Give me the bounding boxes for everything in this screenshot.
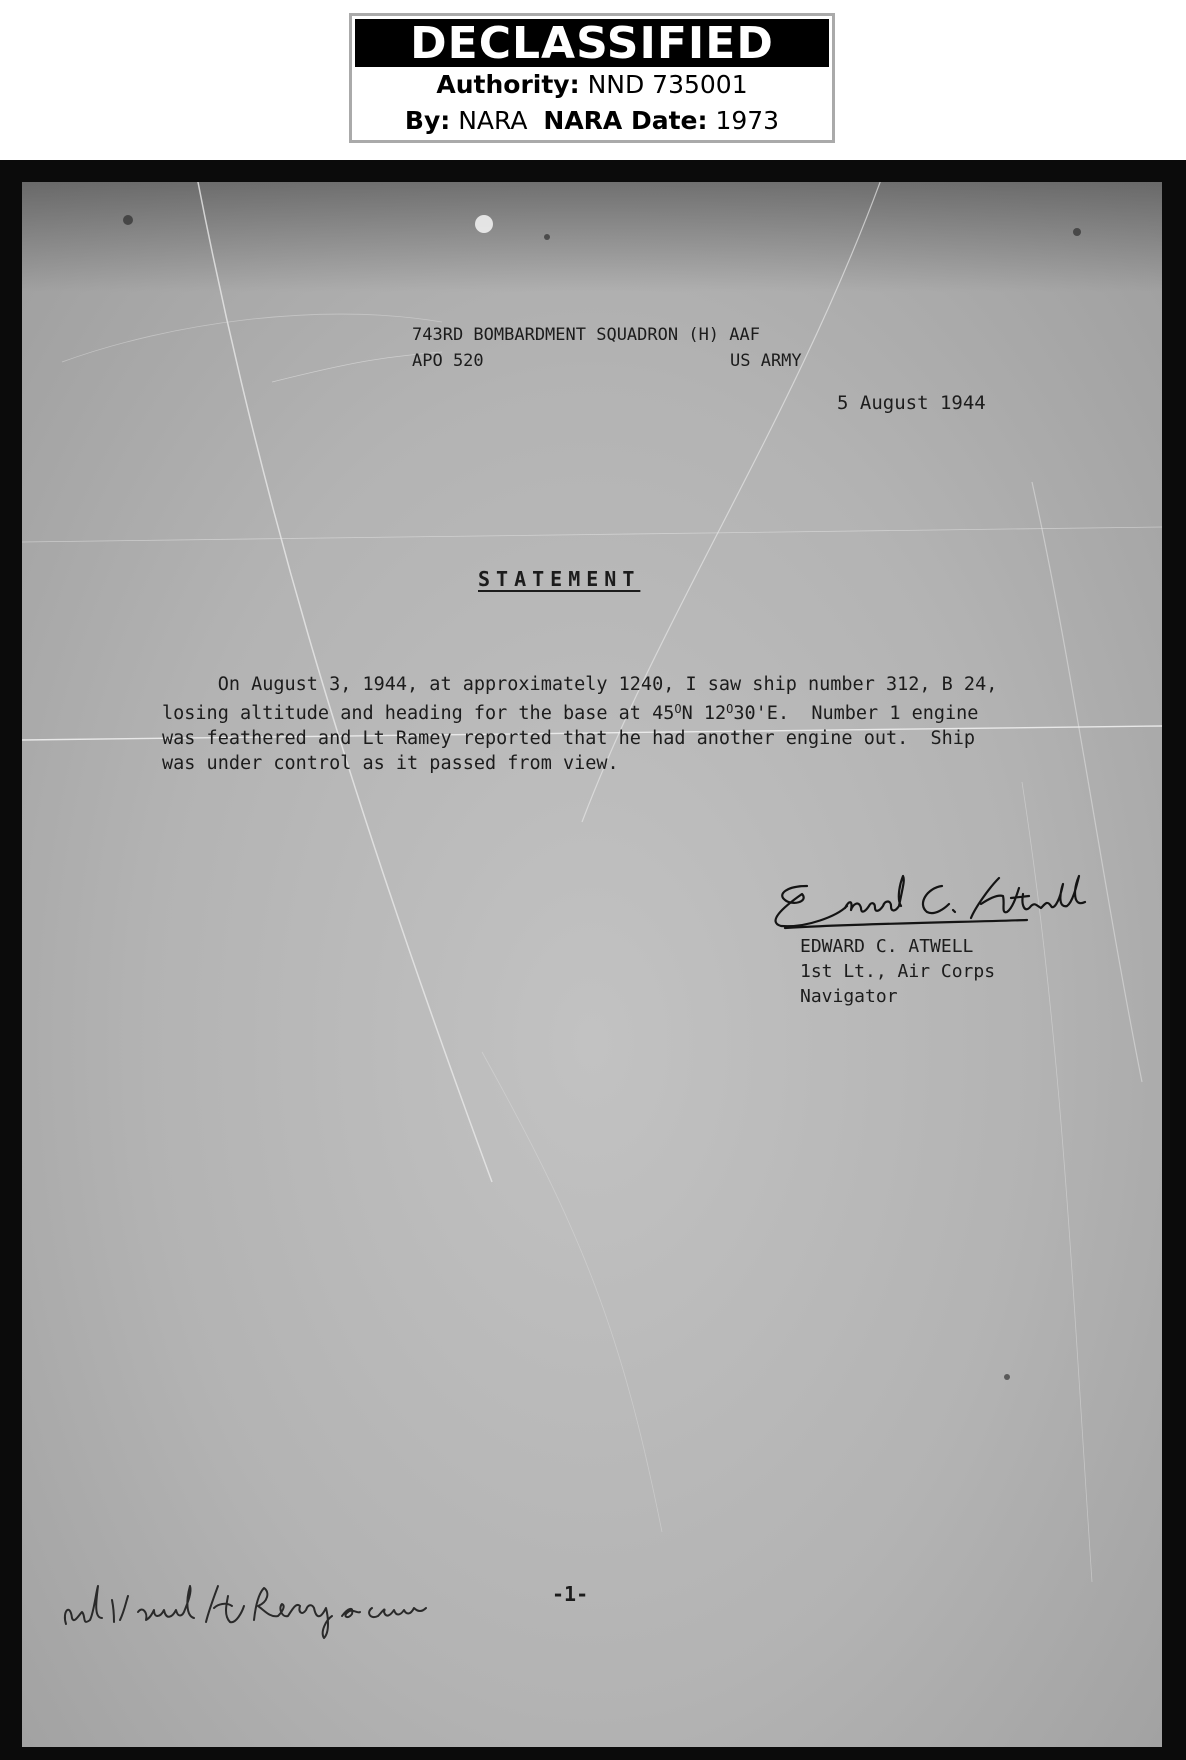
us-army-line: US ARMY — [730, 351, 802, 371]
signer-rank: 1st Lt., Air Corps — [800, 961, 996, 982]
declassified-stamp — [349, 13, 835, 143]
body-line-3: was feathered and Lt Ramey reported that he had another engine out. Ship — [162, 728, 976, 749]
statement-title: STATEMENT — [478, 567, 641, 591]
squadron-header: 743RD BOMBARDMENT SQUADRON (H) AAF — [412, 325, 760, 345]
statement-body — [162, 672, 997, 776]
body-line-1: On August 3, 1944, at approximately 1240, I saw ship number 312, B 24, — [162, 674, 998, 695]
handwritten-signature — [767, 864, 1112, 934]
stamp-by-line — [352, 103, 832, 139]
stamp-by-label: By: — [404, 106, 451, 135]
stamp-date-value: 1973 — [715, 106, 780, 135]
signer-name: EDWARD C. ATWELL — [800, 936, 974, 957]
stamp-by-value: NARA — [458, 106, 528, 135]
handwritten-margin-note — [42, 1572, 442, 1652]
paper-sheet — [22, 182, 1162, 1747]
body-line-4: was under control as it passed from view. — [162, 753, 619, 774]
scanned-document — [0, 160, 1186, 1760]
page-number: -1- — [552, 1582, 589, 1606]
body-line-2: losing altitude and heading for the base at $45^ON$ $12^O30'E$. Number 1 engine — [162, 702, 979, 724]
apo-line: APO 520 — [412, 351, 484, 371]
document-date: 5 August 1944 — [837, 392, 986, 414]
signature-block — [800, 934, 995, 1009]
stamp-title: DECLASSIFIED — [355, 19, 829, 67]
stamp-authority-line — [352, 67, 832, 103]
stamp-authority-value: NND 735001 — [587, 70, 748, 99]
stamp-date-label: NARA Date: — [543, 106, 708, 135]
stamp-authority-label: Authority: — [436, 70, 580, 99]
signer-role: Navigator — [800, 986, 898, 1007]
